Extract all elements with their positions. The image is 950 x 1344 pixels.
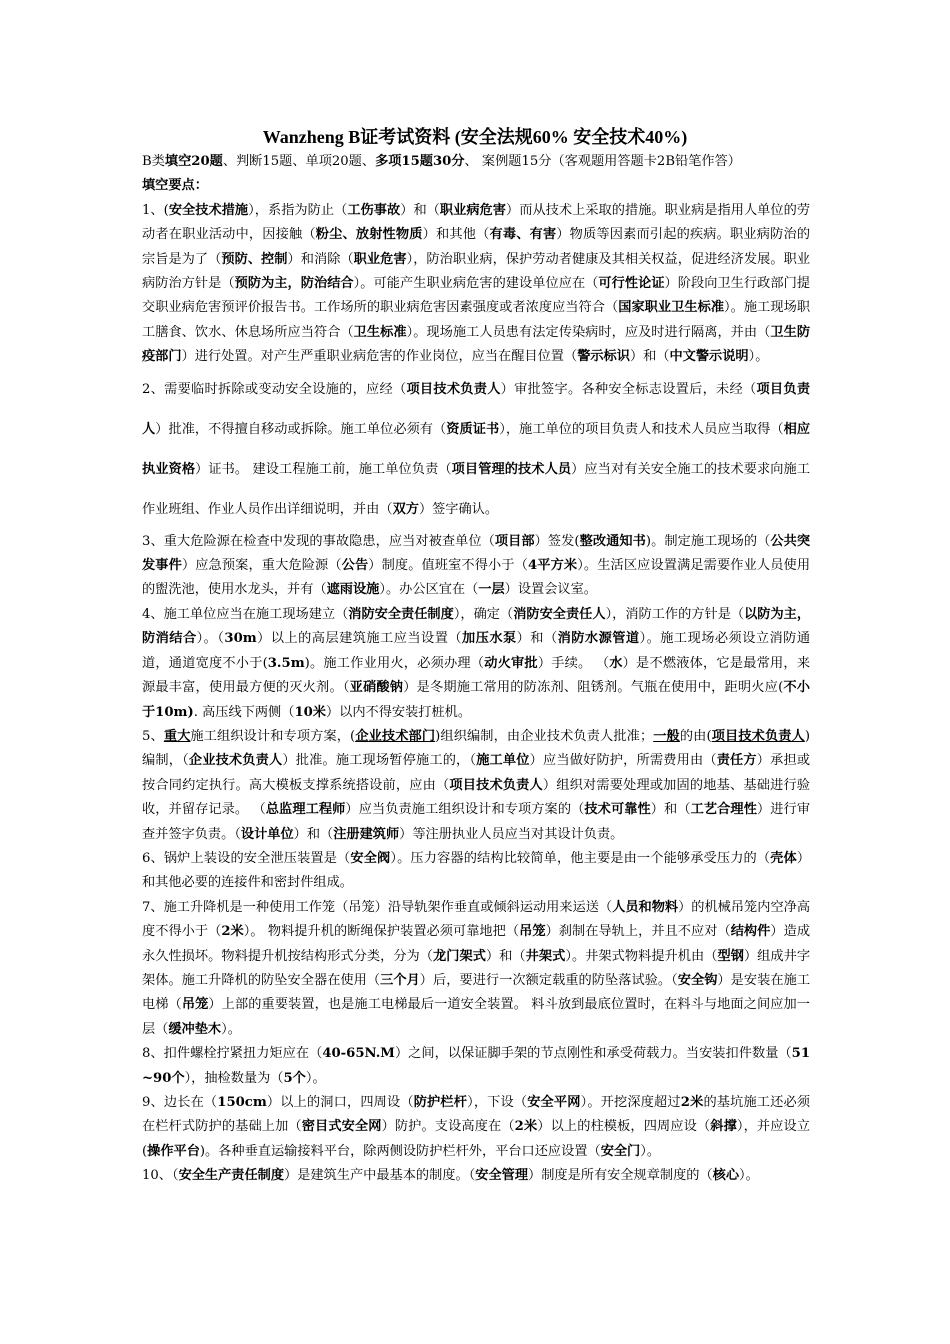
bold-answer-text: 项目技术负责人 bbox=[711, 728, 805, 744]
bold-answer-text: 预防、控制 bbox=[221, 251, 288, 267]
section-heading bbox=[142, 174, 810, 198]
text-run: ）之间，以保证脚手架的节点刚性和承受荷载力。当安装扣件数量（ bbox=[394, 1046, 792, 1062]
bold-answer-text: 10米 bbox=[294, 704, 326, 720]
text-run: ），确定（ bbox=[453, 606, 514, 622]
text-run: ）。生活区应设置满足需要作业人员使用的盥洗池，使用水龙头，并有（ bbox=[142, 558, 811, 598]
text-run: ）。施工现场必须设立消防通道，通道宽度不小于( bbox=[142, 631, 811, 671]
text-run: )。各种垂直运输接料平台，除两侧设防护栏杆外，平台口还应设置（ bbox=[199, 1143, 601, 1159]
text-run: 5、 bbox=[142, 728, 164, 744]
text-run: ）制度。值班室不得小于（ bbox=[368, 558, 528, 574]
bold-answer-text: 水 bbox=[609, 655, 623, 671]
text-run: ）签字确认。 bbox=[418, 501, 499, 517]
text-run: ）手续。 （ bbox=[537, 655, 610, 671]
text-run: ）阶段向卫生行政部门提交职业病危害预评价报告书。工作场所的职业病危害因素强度或者浓度应当符合（ bbox=[142, 276, 811, 316]
text-run: 1、( bbox=[142, 202, 169, 218]
text-run: ），防治职业病，保护劳动者健康及其相关权益，促进经济发展。职业病防治方针是（ bbox=[142, 251, 811, 292]
bold-answer-text: 填空20题 bbox=[164, 154, 223, 169]
bold-answer-text: 5个 bbox=[283, 1070, 306, 1086]
bold-answer-text: 项目技术负责人 bbox=[449, 777, 543, 793]
bold-answer-text: 井架式 bbox=[525, 948, 566, 964]
text-run: ）。可能产生职业病危害的建设单位应在（ bbox=[353, 276, 599, 292]
text-run: ）以上的高层建筑施工应当设置（ bbox=[256, 631, 463, 647]
text-run: 4、施工单位应当在施工现场建立（ bbox=[142, 606, 349, 622]
bold-answer-text: 责任方 bbox=[716, 753, 757, 769]
item-5-paragraph bbox=[142, 725, 810, 847]
bold-answer-text: 防护栏杆 bbox=[413, 1095, 468, 1110]
document-body bbox=[142, 150, 810, 1189]
bold-answer-text: 工艺合理性 bbox=[690, 802, 757, 818]
bold-answer-text: 中文警示说明 bbox=[669, 349, 749, 365]
bold-answer-text: 消防水源管道 bbox=[557, 631, 640, 647]
text-run: ）进行处置。对产生严重职业病危害的作业岗位，应当在醒目位置（ bbox=[181, 349, 578, 365]
text-run: ）和（ bbox=[400, 202, 440, 218]
bold-answer-text: 不小于10m) bbox=[142, 680, 810, 720]
bold-answer-text: 企业技术部门 bbox=[355, 728, 436, 744]
text-run: ）物质等因素而引起的疾病。职业病防治的宗旨是为了（ bbox=[142, 227, 811, 267]
bold-answer-text: 遮雨设施 bbox=[326, 582, 380, 598]
text-run: )。制定施工现场的（ bbox=[645, 533, 771, 549]
text-run: ），系指为防止（ bbox=[248, 202, 348, 218]
bold-answer-text: 卫生标准 bbox=[353, 324, 407, 340]
bold-answer-text: 项目部 bbox=[494, 533, 535, 549]
text-run: ）进行审查并签字负责。（ bbox=[142, 802, 811, 842]
text-run: B类 bbox=[142, 154, 165, 169]
bold-answer-text: 消防安全责任制度 bbox=[348, 606, 454, 622]
text-run: ）和其他必要的连接件和密封件组成。 bbox=[142, 850, 811, 891]
text-run: ）等注册执业人员应当对其设计负责。 bbox=[399, 826, 624, 842]
bold-answer-text: 安全平网 bbox=[527, 1095, 581, 1110]
text-run: ）应当对有关安全施工的技术要求向施工作业班组、作业人员作出详细说明，并由（ bbox=[142, 461, 811, 517]
text-run: ）和其他（ bbox=[422, 227, 490, 243]
bold-answer-text: 填空要点： bbox=[142, 178, 208, 194]
bold-answer-text: 安全阀 bbox=[350, 850, 391, 866]
bold-answer-text: 消防安全责任人 bbox=[513, 606, 606, 622]
text-run: )。施工作业用火，必须办理（ bbox=[304, 655, 485, 671]
text-run: 3、重大危险源在检查中发现的事故隐患，应当对被查单位（ bbox=[142, 533, 495, 549]
bold-answer-text: 型钢 bbox=[717, 948, 744, 964]
bold-answer-text: 4平方米 bbox=[527, 558, 578, 574]
text-run: ）。井架式物料提升机由（ bbox=[565, 948, 718, 964]
text-run: 10、（ bbox=[142, 1168, 179, 1184]
text-run: ）签发( bbox=[534, 533, 580, 549]
bold-answer-text: 公告 bbox=[341, 558, 369, 574]
text-run: ）设置会议室。 bbox=[504, 582, 597, 598]
bold-answer-text: 项目负责人 bbox=[142, 381, 811, 437]
text-run: ），下设（ bbox=[467, 1095, 528, 1110]
text-run: 、判断15题、单项20题、 bbox=[222, 154, 376, 169]
text-run: 8、扣件螺栓拧紧扭力矩应在（ bbox=[142, 1046, 323, 1062]
text-run: 施工组织设计和专项方案，( bbox=[190, 728, 356, 744]
bold-answer-text: 2米 bbox=[680, 1095, 704, 1110]
text-run: ）承担或按合同约定执行。高大模板支撑系统搭设前，应由（ bbox=[142, 753, 811, 793]
bold-answer-text: 安全技术措施 bbox=[168, 202, 249, 218]
text-run: ）刹制在导轨上，并且不应对（ bbox=[545, 924, 731, 940]
bold-answer-text: 40-65N.M bbox=[322, 1046, 395, 1062]
text-run: ）批准。施工现场暂停施工的，（ bbox=[282, 753, 477, 769]
bold-answer-text: 安全管理 bbox=[475, 1168, 529, 1184]
bold-answer-text: 亚硝酸钠 bbox=[349, 680, 404, 696]
bold-answer-text: 2米 bbox=[221, 924, 244, 940]
bold-answer-text: 安全生产责任制度 bbox=[178, 1168, 285, 1184]
bold-answer-text: 安全门 bbox=[600, 1143, 641, 1159]
bold-answer-text: 一层 bbox=[478, 582, 505, 598]
bold-answer-text: 资质证书 bbox=[446, 421, 500, 437]
text-run: ）和（ bbox=[516, 631, 558, 647]
bold-answer-text: 注册建筑师 bbox=[333, 826, 400, 842]
bold-answer-text: 警示标识 bbox=[577, 349, 630, 365]
text-run: ）制度是所有安全规章制度的（ bbox=[528, 1168, 713, 1184]
bold-answer-text: 有毒、有害 bbox=[489, 227, 557, 243]
text-run: ）而从技术上采取的措施。职业病是指用人单位的劳动者在职业活动中，因接触（ bbox=[142, 202, 811, 243]
text-run: ）证书。 建设工程施工前，施工单位负责（ bbox=[195, 461, 452, 477]
bold-answer-text: 一般 bbox=[653, 728, 680, 744]
bold-answer-text: 工伤事故 bbox=[347, 202, 401, 218]
item-7-paragraph bbox=[142, 896, 810, 1042]
bold-answer-text: 双方 bbox=[392, 501, 419, 517]
bold-answer-text: 多项15题30分 bbox=[375, 154, 465, 169]
text-run: . 高压线下两侧（ bbox=[193, 704, 295, 720]
text-run: ）和（ bbox=[293, 826, 334, 842]
bold-answer-text: 总监理工程师 bbox=[265, 802, 346, 818]
item-8-paragraph bbox=[142, 1042, 810, 1091]
text-run: ）。现场施工人员患有法定传染病时，应及时进行隔离，并由（ bbox=[406, 324, 771, 340]
text-run: ）应当做好防护，所需费用由（ bbox=[529, 753, 717, 769]
bold-answer-text: 重大 bbox=[163, 728, 191, 744]
text-run: ）以上的洞口，四周设（ bbox=[266, 1095, 414, 1110]
text-run: ）批准，不得擅自移动或拆除。施工单位必须有（ bbox=[155, 421, 447, 437]
text-run: ）。办公区宜在（ bbox=[379, 582, 479, 598]
text-run: ）是冬期施工常用的防冻剂、阻锈剂。气瓶在使用中，距明火应( bbox=[403, 680, 784, 696]
text-run: ）是建筑生产中最基本的制度。（ bbox=[284, 1168, 476, 1184]
bold-answer-text: 职业危害 bbox=[353, 251, 407, 267]
item-6-paragraph bbox=[142, 847, 810, 896]
bold-answer-text: 安全钩 bbox=[677, 972, 718, 988]
bold-answer-text: 以防为主，防消结合 bbox=[142, 606, 811, 647]
text-run: ）。 bbox=[739, 1168, 759, 1184]
bold-answer-text: 核心 bbox=[712, 1168, 740, 1184]
bold-answer-text: 150cm bbox=[217, 1095, 267, 1110]
text-run: 6、锅炉上装设的安全泄压装置是（ bbox=[142, 850, 351, 866]
bold-answer-text: 加压水泵 bbox=[462, 631, 517, 647]
text-run: 、 案例题15分（客观题用答题卡2B铅笔作答） bbox=[464, 154, 741, 169]
text-run: ）和（ bbox=[650, 802, 691, 818]
bold-answer-text: 粉尘、放射性物质 bbox=[315, 227, 423, 243]
bold-answer-text: 动火审批 bbox=[484, 655, 538, 671]
text-run: ）。 bbox=[640, 1143, 661, 1159]
bold-answer-text: 职业病危害 bbox=[439, 202, 506, 218]
text-run: ）应当负责施工组织设计和专项方案的（ bbox=[345, 802, 585, 818]
text-run: 2、需要临时拆除或变动安全设施的，应经（ bbox=[142, 381, 407, 397]
bold-answer-text: 国家职业卫生标准 bbox=[618, 300, 725, 316]
item-1-paragraph bbox=[142, 199, 810, 370]
item-2-paragraph bbox=[142, 370, 810, 530]
bold-answer-text: 企业技术负责人 bbox=[188, 753, 283, 769]
text-run: ）以内不得安装打桩机。 bbox=[325, 704, 472, 720]
text-run: 的由( bbox=[679, 728, 712, 744]
text-run: 的基坑施工还必须在栏杆式防护的基础上加（ bbox=[142, 1095, 811, 1135]
item-10-paragraph bbox=[142, 1164, 810, 1188]
bold-answer-text: 缓冲垫木 bbox=[168, 1021, 222, 1037]
text-run: ）和（ bbox=[629, 349, 670, 365]
bold-answer-text: 卫生防疫部门 bbox=[142, 324, 811, 365]
document-title: Wanzheng B证考试资料 (安全法规60% 安全技术40%) bbox=[262, 127, 688, 147]
text-run: ）应急预案，重大危险源（ bbox=[181, 558, 342, 574]
bold-answer-text: 2米 bbox=[514, 1119, 538, 1135]
bold-answer-text: 吊笼 bbox=[181, 997, 209, 1013]
bold-answer-text: 51~90个 bbox=[142, 1046, 810, 1086]
bold-answer-text: 结构件 bbox=[730, 924, 771, 940]
bold-answer-text: 3.5m bbox=[267, 655, 305, 671]
bold-answer-text: 设计单位 bbox=[240, 826, 294, 842]
text-run: ）以上的柱模板，四周应设（ bbox=[537, 1119, 711, 1135]
text-run: ）。（ bbox=[196, 631, 225, 647]
bold-answer-text: 公共突发事件 bbox=[142, 533, 811, 574]
text-run: ）和（ bbox=[485, 948, 526, 964]
text-run: ）。 bbox=[748, 349, 769, 365]
bold-answer-text: 项目管理的技术人员 bbox=[451, 461, 572, 477]
text-run: ）的机械吊笼内空净高度不得小于（ bbox=[142, 899, 811, 940]
text-run: ）。压力容器的结构比较简单，他主要是由一个能够承受压力的（ bbox=[390, 850, 771, 866]
bold-answer-text: 技术可靠性 bbox=[584, 802, 651, 818]
text-run: ）是不燃液体，它是最常用，来源最丰富，使用最方便的灭火剂。（ bbox=[142, 655, 811, 696]
item-4-paragraph bbox=[142, 603, 810, 725]
bold-answer-text: 吊笼 bbox=[519, 924, 546, 940]
text-run: ），抽检数量为（ bbox=[184, 1070, 284, 1086]
text-run: ）组织对需要处理或加固的地基、基础进行验收，并留存记录。 （ bbox=[142, 777, 810, 818]
text-run: ）防护。支设高度在（ bbox=[381, 1119, 515, 1135]
bold-answer-text: 整改通知书 bbox=[579, 533, 646, 549]
text-run: ）造成永久性损坏。物料提升机按结构形式分类，分为（ bbox=[142, 924, 811, 964]
bold-answer-text: 密目式安全网 bbox=[301, 1119, 382, 1135]
bold-answer-text: 龙门架式 bbox=[433, 948, 486, 964]
text-run: 7、施工升降机是一种使用工作笼（吊笼）沿导轨架作垂直或倾斜运动用来运送（ bbox=[142, 899, 613, 915]
item-3-paragraph bbox=[142, 530, 810, 603]
bold-answer-text: 斜撑 bbox=[710, 1119, 737, 1135]
text-run: ），并应设立( bbox=[142, 1119, 811, 1159]
text-run: ）审批签字。各种安全标志设置后，未经（ bbox=[500, 381, 757, 397]
text-run: ）。施工现场职工膳食、饮水、休息场所应当符合（ bbox=[142, 300, 811, 340]
text-run: ）组成井字架体。施工升降机的防坠安全器在使用（ bbox=[142, 948, 811, 988]
bold-answer-text: 壳体 bbox=[770, 850, 797, 866]
text-run: ）是安装在施工电梯（ bbox=[142, 972, 811, 1013]
text-run: ）后，要进行一次额定载重的防坠落试验。（ bbox=[419, 972, 678, 988]
bold-answer-text: 施工单位 bbox=[476, 753, 530, 769]
exam-format-line bbox=[142, 150, 810, 174]
bold-answer-text: 相应执业资格 bbox=[142, 421, 811, 477]
text-run: ）和消除（ bbox=[287, 251, 354, 267]
bold-answer-text: 30m bbox=[224, 631, 257, 647]
text-run: ）。 bbox=[221, 1021, 241, 1037]
text-run: ）。开挖深度超过 bbox=[580, 1095, 681, 1110]
item-9-paragraph bbox=[142, 1091, 810, 1164]
text-run: )编制，（ bbox=[142, 728, 811, 769]
text-run: ），施工单位的项目负责人和技术人员应当取得（ bbox=[499, 421, 784, 437]
text-run: ），消防工作的方针是（ bbox=[605, 606, 745, 622]
bold-answer-text: 预防为主，防治结合 bbox=[234, 276, 354, 292]
bold-answer-text: 人员和物料 bbox=[612, 899, 679, 915]
bold-answer-text: 项目技术负责人 bbox=[406, 381, 501, 397]
text-run: ）。 bbox=[305, 1070, 326, 1086]
bold-answer-text: 可行性论证 bbox=[598, 276, 665, 292]
bold-answer-text: 三个月 bbox=[380, 972, 420, 988]
text-run: ）上部的重要装置，也是施工电梯最后一道安全装置。 料斗放到最底位置时，在料斗与地面之间应加一层（ bbox=[142, 997, 810, 1037]
text-run: 9、边长在（ bbox=[142, 1095, 218, 1110]
text-run: )组织编制，由企业技术负责人批准； bbox=[435, 728, 654, 744]
bold-answer-text: 操作平台 bbox=[147, 1143, 200, 1159]
text-run: ）。 物料提升机的断绳保护装置必须可靠地把（ bbox=[243, 924, 520, 940]
